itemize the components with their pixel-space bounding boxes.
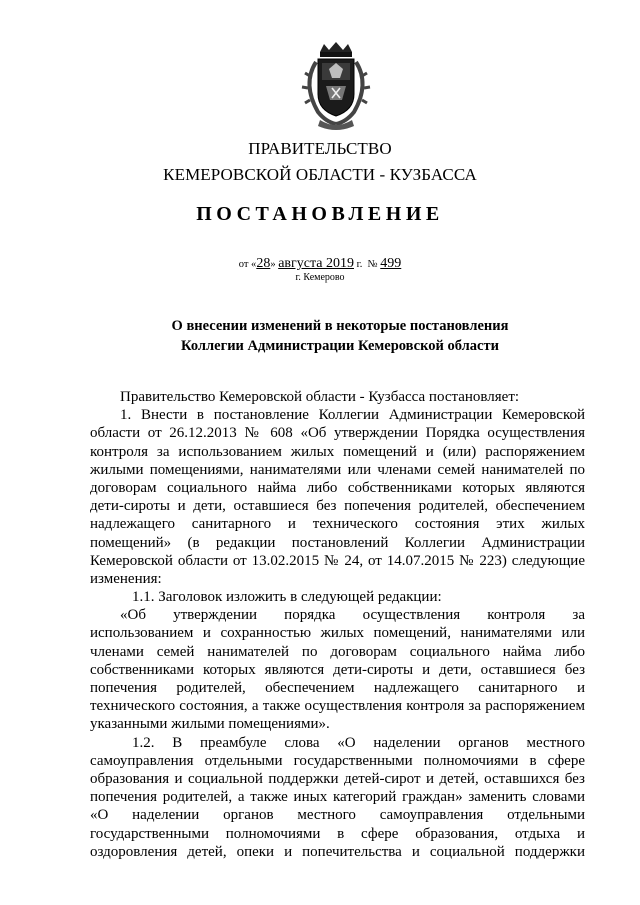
document-title-line1: О внесении изменений в некоторые постановления	[171, 318, 509, 334]
document-type: ПОСТАНОВЛЕНИЕ	[196, 203, 444, 225]
body-line: образования и социальной поддержки детей-сирот и детей, оставшихся без	[90, 770, 585, 787]
coat-of-arms-icon	[296, 42, 376, 130]
body-line: самоуправления отдельными государственными полномочиями в сфере	[90, 752, 585, 769]
body-line: помещений» (в редакции постановлений Коллегии Администрации	[90, 534, 585, 551]
document-title-line2: Коллегии Администрации Кемеровской области	[181, 338, 499, 354]
body-line: технического состояния, а также осуществления контроля за распоряжением	[90, 698, 585, 715]
document-body	[90, 388, 585, 861]
body-line: жилыми помещениями, нанимателями или членами семей нанимателей по	[90, 461, 585, 478]
body-line: указанными жилыми помещениями».	[90, 716, 330, 733]
date-line	[0, 256, 640, 272]
org-name-line1: ПРАВИТЕЛЬСТВО	[248, 139, 392, 158]
body-line: контроля за использованием жилых помещений и (или) распоряжением	[90, 443, 585, 460]
date-mid: »	[270, 259, 276, 270]
document-number: 499	[380, 256, 402, 271]
city: г. Кемерово	[295, 272, 345, 283]
body-line: «О наделении органов местного самоуправления отдельными	[90, 807, 585, 824]
number-label: №	[367, 259, 378, 270]
date-day: 28	[256, 256, 271, 271]
body-line: Кемеровской области от 13.02.2015 № 24, от 14.07.2015 № 223) следующие	[90, 552, 585, 569]
body-line: собственниками которых являются дети-сироты и дети, оставшиеся без	[90, 661, 585, 678]
body-line: договорам социального найма либо собственниками которых являются	[90, 479, 585, 496]
body-line: 1.1. Заголовок изложить в следующей редакции:	[132, 589, 442, 606]
body-line: членами семей нанимателей по договорам социального найма либо	[90, 643, 585, 660]
org-name-line2: КЕМЕРОВСКОЙ ОБЛАСТИ - КУЗБАССА	[163, 165, 477, 184]
body-line: использованием и сохранностью жилых помещений, нанимателями или	[90, 625, 585, 642]
body-line: 1. Внести в постановление Коллегии Администрации Кемеровской	[120, 407, 585, 424]
body-line: попечения родителей, обеспечением надлежащего санитарного и	[90, 680, 585, 696]
body-line: государственными полномочиями в сфере образования, отдыха и	[90, 825, 585, 842]
body-line: Правительство Кемеровской области - Кузбасса постановляет:	[120, 389, 520, 405]
date-prefix: от «	[238, 259, 257, 270]
body-line: «Об утверждении порядка осуществления контроля за	[120, 607, 585, 624]
date-year-suffix: г.	[356, 259, 363, 270]
body-line: 1.2. В преамбуле слова «О наделении органов местного	[132, 734, 585, 751]
body-line: попечения родителей, а также иных категорий граждан» заменить словами	[90, 789, 585, 806]
body-line: оздоровления детей, опеки и попечительства и социальной поддержки	[90, 843, 585, 860]
date-month-year: августа 2019	[278, 256, 354, 271]
body-line: дети-сироты и дети, оставшиеся без попечения родителей, обеспечением	[90, 498, 585, 515]
body-line: надлежащего санитарного и технического состояния этих жилых	[90, 516, 585, 533]
body-line: области от 26.12.2013 № 608 «Об утверждении Порядка осуществления	[90, 425, 585, 442]
body-line: изменения:	[90, 570, 162, 587]
